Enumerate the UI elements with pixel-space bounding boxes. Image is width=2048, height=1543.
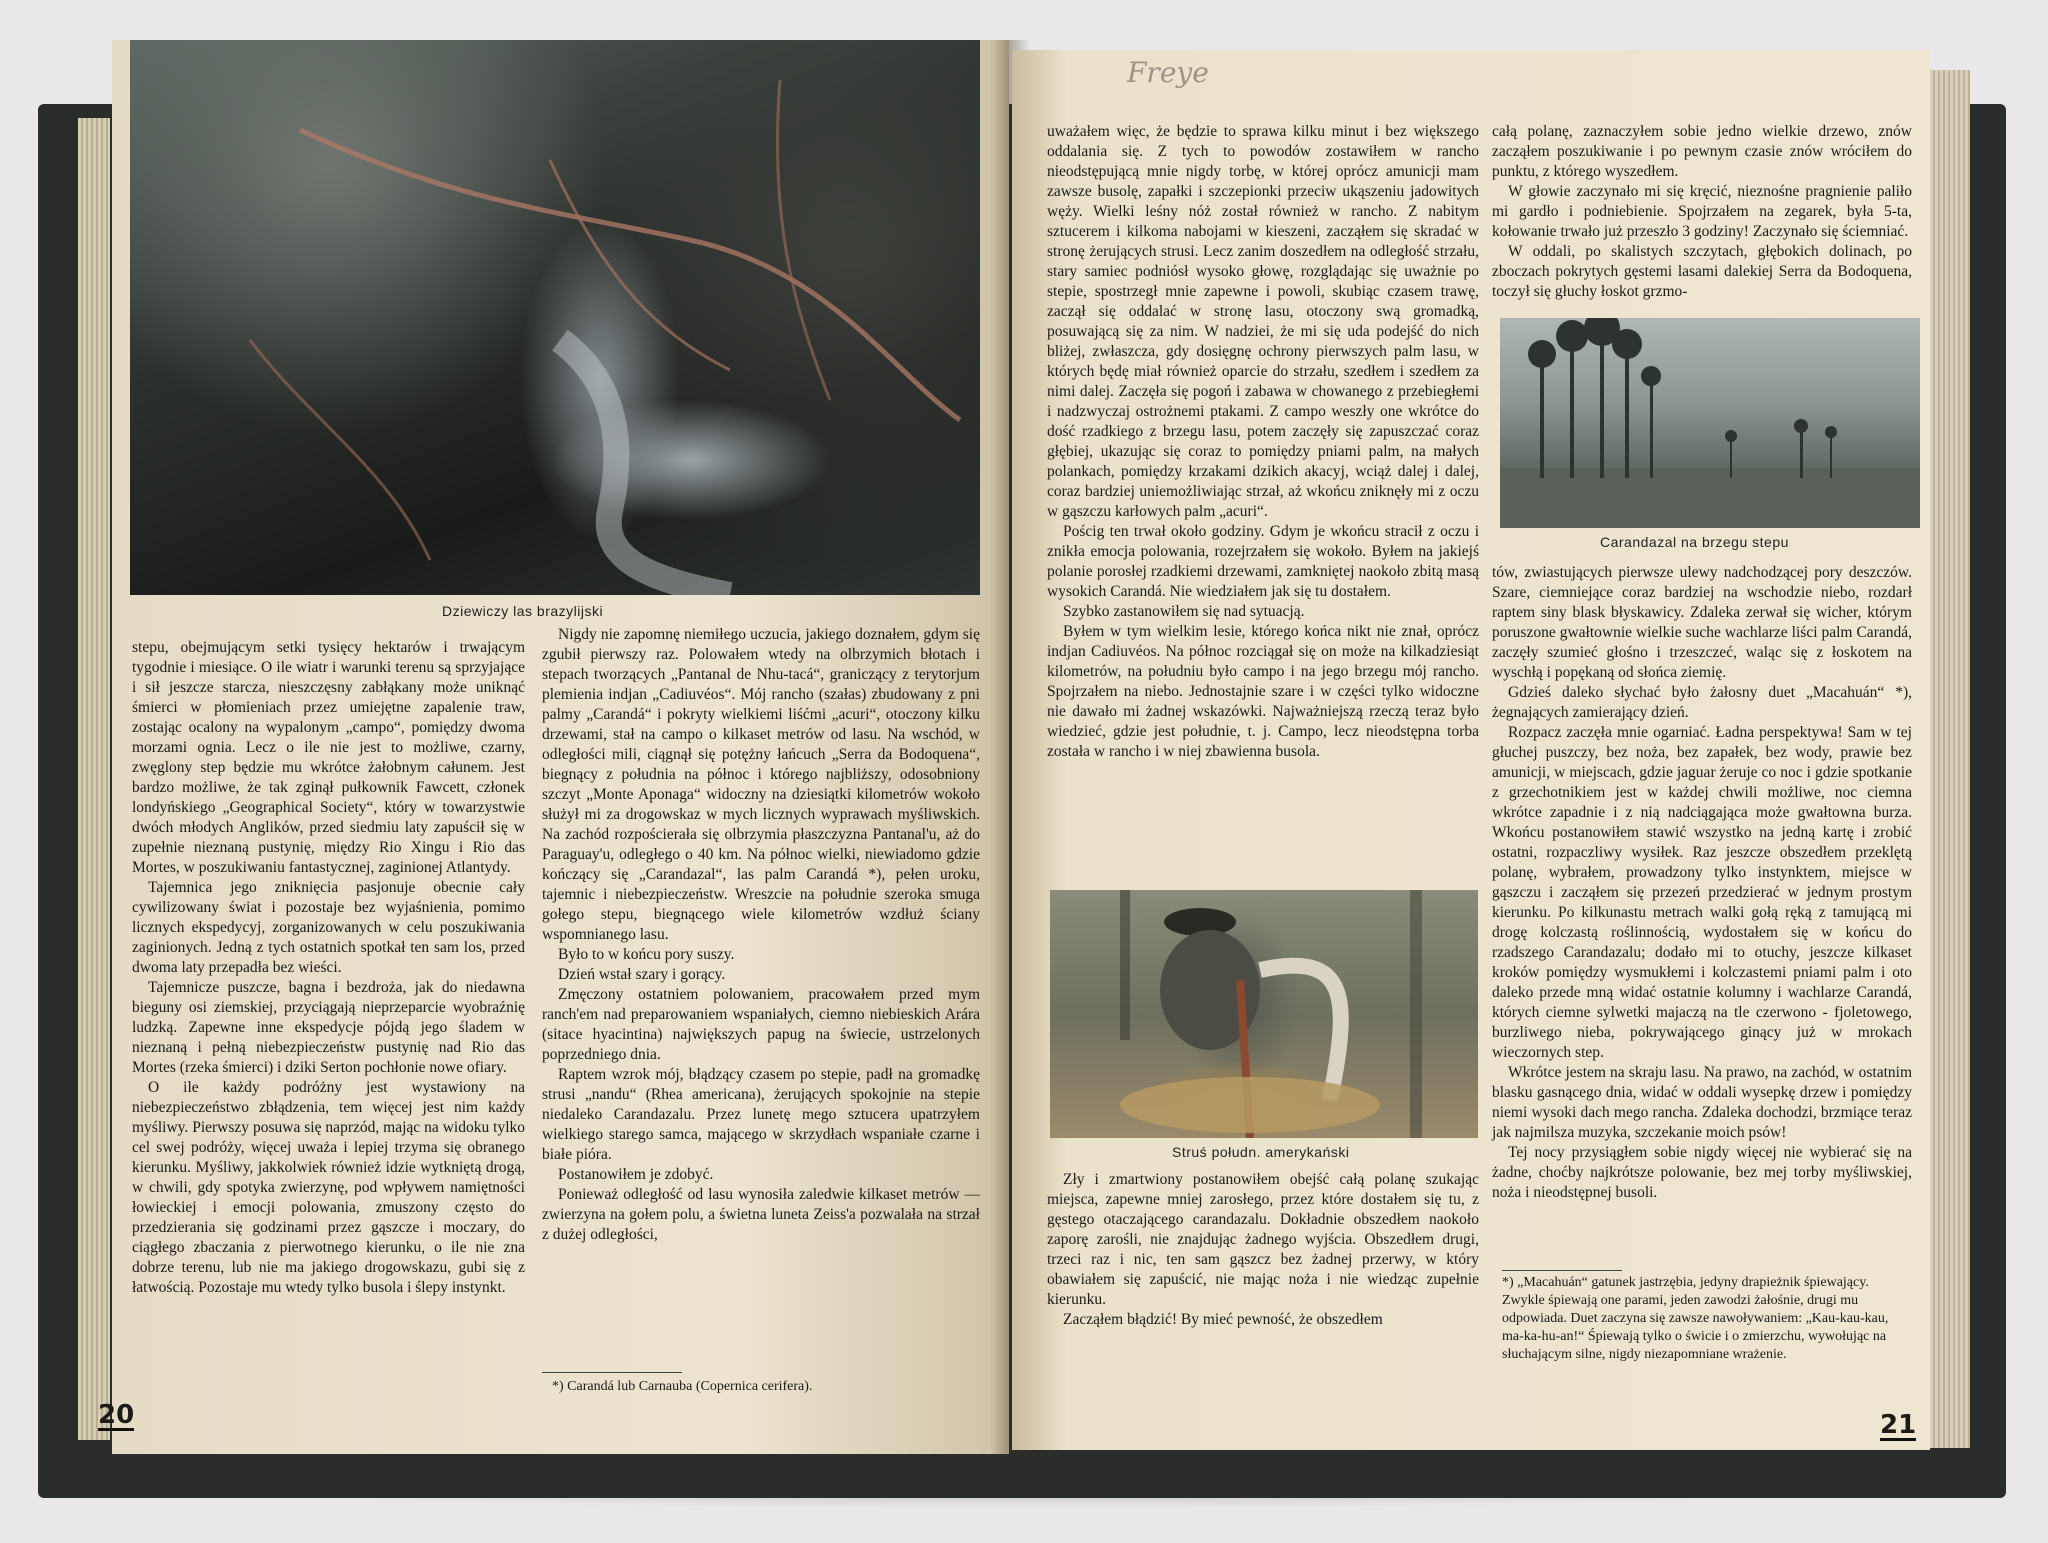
footnote: *) Carandá lub Carnauba (Copernica cerifera). <box>552 1379 813 1394</box>
paragraph: uważałem więc, że będzie to sprawa kilku minut i bez większego oddalania się. Z tych to powodów zostawiłem w rancho nieodstępującą mnie nigdy torbę, w której oprócz amunicji mam zawsze busolę, zapałki i szczepionki przeciw ukąszeniu jadowitych węży. Wielki leśny nóż został również w rancho. Z nabitym sztucerem i kilkoma nabojami w kieszeni, zacząłem się skradać w stronę żerujących strusi. Lecz zanim doszedłem na odległość strzału, stary samiec podniósł wysoko głowę, rozglądając się uważnie po stepie, spostrzegł mnie zapewne i powoli, skubiąc czasem trawę, zaczął się oddalać w stronę lasu, otoczony swą gromadką, posuwającą się za nim. W nadziei, że mi się uda podejść do nich bliżej, zwłaszcza, gdy dosięgnę ochrony pierwszych palm lasu, w których będę miał również oparcie do strzału, szedłem i szedłem za nimi dalej. Zaczęła się pogoń i zabawa w chowanego z przebiegłemi i nadzwyczaj ostrożnemi ptakami. Z campo weszły one wkrótce do dość rzadkiego z brzegu lasu, potem zaczęły się zapuszczać coraz głębiej, ukazując się coraz to pomiędzy pniami palm, na małych polankach, pomiędzy krzakami dzikich akacyj, wciąż dalej i dalej, coraz bardziej uniemożliwiając strzał, aż wkońcu zniknęły mi z oczu w gąszczu karłowych palm „acuri“. <box>1047 123 1479 520</box>
paragraph: W głowie zaczynało mi się kręcić, nieznośne pragnienie paliło mi gardło i podniebienie. Spojrzałem na zegarek, była 5-ta, kołowanie trwało już przeszło 3 godziny! Zaczynało się ściemniać. <box>1492 183 1912 240</box>
paragraph: Tajemnica jego zniknięcia pasjonuje obecnie cały cywilizowany świat i pozostaje bez wyjaśnienia, pomimo licznych ekspedycyj, zorganizowanych w celu poszukiwania zaginionych. Jedną z tych ostatnich spotkał ten sam los, przed dwoma laty przepadła bez wieści. <box>132 879 525 976</box>
paragraph: Było to w końcu pory suszy. <box>558 946 735 963</box>
paragraph: Ponieważ odległość od lasu wynosiła zaledwie kilkaset metrów — zwierzyna na gołem polu, a świetna luneta Zeiss'a pozwalała na strzał z dużej odległości, <box>542 1186 980 1243</box>
paragraph: Raptem wzrok mój, błądzący czasem po stepie, padł na gromadkę strusi „nandu“ (Rhea americana), żerujących spokojnie na stepie niedaleko Carandazalu. Przez lunetę mego sztucera upatrzyłem wielkiego starego samca, mającego w skrzydłach wspaniałe czarne i białe pióra. <box>542 1066 980 1163</box>
footnote-rule <box>1502 1270 1622 1271</box>
text-column-1 <box>132 638 525 1298</box>
text-column-3 <box>1047 122 1479 762</box>
paragraph: Byłem w tym wielkim lesie, którego końca nikt nie znał, oprócz indjan Cadiuvéos. Na północ rozciągał się on może na kilkadziesiąt kilometrów, na południu było campo i na jego brzegu mój rancho. Spojrzałem na niebo. Jednostajnie szare i w części tylko widoczne nie dawało mi żadnej wskazówki. Najważniejszą rzeczą teraz było wiedzieć, gdzie jest południe, t. j. Campo, lecz nieodstępna torba została w rancho i w niej zbawienna busola. <box>1047 623 1479 760</box>
left-page <box>98 40 1009 1454</box>
paragraph: tów, zwiastujących pierwsze ulewy nadchodzącej pory deszczów. Szare, ciemniejące coraz bardziej na wschodzie niebo, rozdarł raptem siny blask błyskawicy. Zdaleka zerwał się wicher, którym poruszone gwałtownie wielkie suche wachlarze liści palm Carandá, zaczęły szumieć głośno i trzeszczeć, waląc się z łoskotem na wyschłą i popękaną od słońca ziemię. <box>1492 564 1912 681</box>
paragraph: całą polanę, zaznaczyłem sobie jedno wielkie drzewo, znów zacząłem poszukiwanie i po pewnym czasie znów wróciłem do punktu, z którego wyszedłem. <box>1492 123 1912 180</box>
page-edges-right <box>1925 70 1970 1448</box>
paragraph: Nigdy nie zapomnę niemiłego uczucia, jakiego doznałem, gdym się zgubił pierwszy raz. Polowałem wtedy na olbrzymich błotach i stepach tworzących „Pantanal de Nhu-tacá“, graniczący z terytorjum plemienia indjan „Cadiuvéos“. Mój rancho (szałas) zbudowany z pni palmy „Carandá“ i pokryty wielkiemi liśćmi „acuri“, otoczony kilku drzewami, stał na campo o kilkaset metrów od lasu. Na wschód, w odległości mili, ciągnął się potężny łańcuch „Serra da Bodoquena“, biegnący z południa na północ i którego najbliższy, odosobniony szczyt „Monte Aponaga“ widoczny na dziesiątki kilometrów wokoło służył mi za drogowskaz w mych licznych wyprawach myśliwskich. Na zachód rozpościerała się olbrzymia płaszczyzna Pantanal'u, aż do Paraguay'u, odległego o 40 km. Na północ wielki, niewiadomo gdzie kończący się „Carandazal“, las palm Carandá *), pełen uroku, tajemnic i niebezpieczeństw. Wreszcie na południe szeroka smuga gołego stepu, biegnącego wiele kilometrów wzdłuż ściany wspomnianego lasu. <box>542 626 980 943</box>
paragraph: Postanowiłem je zdobyć. <box>558 1166 714 1183</box>
paragraph: Zacząłem błądzić! By mieć pewność, że obszedłem <box>1063 1311 1383 1328</box>
paragraph: Zmęczony ostatniem polowaniem, pracowałem przed mym ranch'em nad preparowaniem wspaniałych, ciemno niebieskich Arára (sitace hyacintina) największych papug na świecie, ustrzelonych poprzedniego dnia. <box>542 986 980 1063</box>
photo-caption: Struś połudn. amerykański <box>1172 1144 1350 1160</box>
photo-caption: Carandazal na brzegu stepu <box>1600 534 1789 550</box>
paragraph: Rozpacz zaczęła mnie ogarniać. Ładna perspektywa! Sam w tej głuchej puszczy, bez noża, bez zapałek, bez wody, prawie bez amunicji, w miejscach, gdzie jaguar żeruje co noc i gdzie spotkanie z grzechotnikiem jest w każdej chwili możliwe, noc ciemna wkrótce zapadnie i z nią nadciągająca może gwałtowna burza. Wkońcu postanowiłem stawić wszystko na jedną kartę i zrobić ostatni, rozpaczliwy wysiłek. Raz jeszcze obszedłem przeklętą polanę, wybrałem, prowadzony tylko instynktem, miejsce w gąszczu i zacząłem się przezeń przedzierać w jednym prostym kierunku. Po kilkunastu metrach walki gołą ręką z tamującą mi drogę kolczastą roślinnością, wydostałem się w końcu do rzadszego Carandazalu; dodało mi to otuchy, jeszcze kilkaset kroków pomiędzy wysmukłemi i kolczastemi pniami palm i oto daleko przede mną widać ostatnie kolumny i wachlarze Carandá, których ciemne sylwetki majaczą na tle czerwono - fjoletowego, burzliwego nieba, pokrywającego ginący już w mrokach wieczornych step. <box>1492 724 1912 1061</box>
text-column-6 <box>1492 563 1912 1203</box>
ostrich-photo <box>1050 890 1478 1138</box>
paragraph: Tej nocy przysiągłem sobie nigdy więcej nie wybierać się na żadne, choćby najkrótsze polowanie, bez mej torby myśliwskiej, noża i nieodstępnej busoli. <box>1492 1144 1912 1201</box>
right-page <box>1012 50 1930 1450</box>
forest-photo <box>130 40 980 595</box>
footnote: *) „Macahuán“ gatunek jastrzębia, jedyny drapieżnik śpiewający. Zwykle śpiewają one parami, jeden zawodzi żałośnie, drugi mu odpowiada. Duet zaczyna się zawsze nawoływaniem: „Kau-kau-kau, ma-ka-hu-an!“ Śpiewają tylko o świcie i o zmierzchu, wywołując na słuchającym silne, nigdy niezapomniane wrażenie. <box>1502 1275 1889 1362</box>
photo-caption: Dziewiczy las brazylijski <box>442 603 604 619</box>
footnote-rule <box>542 1372 682 1373</box>
palm-grove-photo <box>1500 318 1920 528</box>
paragraph: W oddali, po skalistych szczytach, głębokich dolinach, po zboczach pokrytych gęstemi lasami dalekiej Serra da Bodoquena, toczył się głuchy łoskot grzmo- <box>1492 243 1912 300</box>
paragraph: Tajemnicze puszcze, bagna i bezdroża, jak do niedawna bieguny osi ziemskiej, przyciągają nieprzeparcie wyobraźnię ludzką. Zapewne inne ekspedycje pójdą jego śladem w nieznaną i pełną niebezpieczeństw pustynię nad Rio das Mortes (rzeka śmierci) i dziki Serton pochłonie nowe ofiary. <box>132 979 525 1076</box>
paragraph: Gdzieś daleko słychać było żałosny duet „Macahuán“ *), żegnających zamierający dzień. <box>1492 684 1912 721</box>
page-number: 20 <box>98 1400 135 1430</box>
page-edges-left <box>78 118 110 1440</box>
text-column-4 <box>1047 1170 1479 1330</box>
paragraph: O ile każdy podróżny jest wystawiony na niebezpieczeństwo zbłądzenia, tem więcej jest nim każdy myśliwy. Pierwszy posuwa się naprzód, mając na widoku tylko cel swej podróży, więcej uważa i lepiej trzyma się obranego kierunku. Myśliwy, jakkolwiek również idzie wytkniętą drogą, w chwili, gdy spotyka zwierzynę, pod wpływem namiętności łowieckiej i emocji polowania, zmuszony często do przedzierania się godzinami przez gąszcze i moczary, do ciągłego zbaczania z pierwotnego kierunku, o ile nie zna dobrze terenu, lub nie ma jakiego drogowskazu, gubi się z łatwością. Pozostaje mu wtedy tylko busola i ślepy instynkt. <box>132 1079 525 1296</box>
paragraph: Pościg ten trwał około godziny. Gdym je wkońcu stracił z oczu i znikła emocja polowania, rozejrzałem się wokoło. Byłem na jakiejś polanie porosłej rzadkiemi drzewami, zamkniętej naokoło zbitą masą wysokich Carandá. Nie wiedziałem jak się tu dostałem. <box>1047 523 1479 600</box>
paragraph: Dzień wstał szary i gorący. <box>558 966 726 983</box>
paragraph: Szybko zastanowiłem się nad sytuacją. <box>1063 603 1305 620</box>
ostrich-illustration <box>1050 890 1478 1138</box>
paragraph: Zły i zmartwiony postanowiłem obejść całą polanę szukając miejsca, zapewne mniej zarosłego, przez które dostałem się tu, z gęstego otaczającego carandazalu. Dokładnie obszedłem naokoło zaporę zarośli, nie znajdując żadnego wyjścia. Obszedłem drugi, trzeci raz i nic, ten sam gąszcz bez żadnej przerwy, w który obawiałem się zapuścić, nie mając noża i nie wiedząc zupełnie kierunku. <box>1047 1171 1479 1308</box>
palm-illustration <box>1500 318 1920 528</box>
forest-illustration <box>130 40 980 595</box>
paragraph: Wkrótce jestem na skraju lasu. Na prawo, na zachód, w ostatnim blasku gasnącego dnia, widać w oddali wysepkę drzew i pomiędzy niemi wysoki dach mego rancha. Zdaleka dochodzi, brzmiące teraz jak najmilsza muzyka, szczekanie moich psów! <box>1492 1064 1912 1141</box>
paragraph: stepu, obejmującym setki tysięcy hektarów i trwającym tygodnie i miesiące. O ile wiatr i warunki terenu są sprzyjające i sił jeszcze starcza, nieszczęsny zabłąkany może uniknąć śmierci w płomieniach przez umiejętne zapalenie traw, zostając ocalony na wypalonym „campo“, pomiędzy dwoma morzami ognia. Lecz o ile nie jest to możliwe, czarny, zwęglony step będzie mu wkrótce żałobnym całunem. Jest bardzo możliwe, że tak zginął pułkownik Fawcett, członek londyńskiego „Geographical Society“, który w towarzystwie dwóch młodych Anglików, przed siedmiu laty zapuścił się w zupełnie nieznaną pustynię, między Rio Xingu i Rio das Mortes, w poszukiwaniu fantastycznej, zaginionej Atlantydy. <box>132 639 525 876</box>
text-column-2 <box>542 625 980 1245</box>
pencil-note: Freye <box>1127 56 1209 89</box>
text-column-5 <box>1492 122 1912 302</box>
page-number: 21 <box>1880 1410 1917 1440</box>
